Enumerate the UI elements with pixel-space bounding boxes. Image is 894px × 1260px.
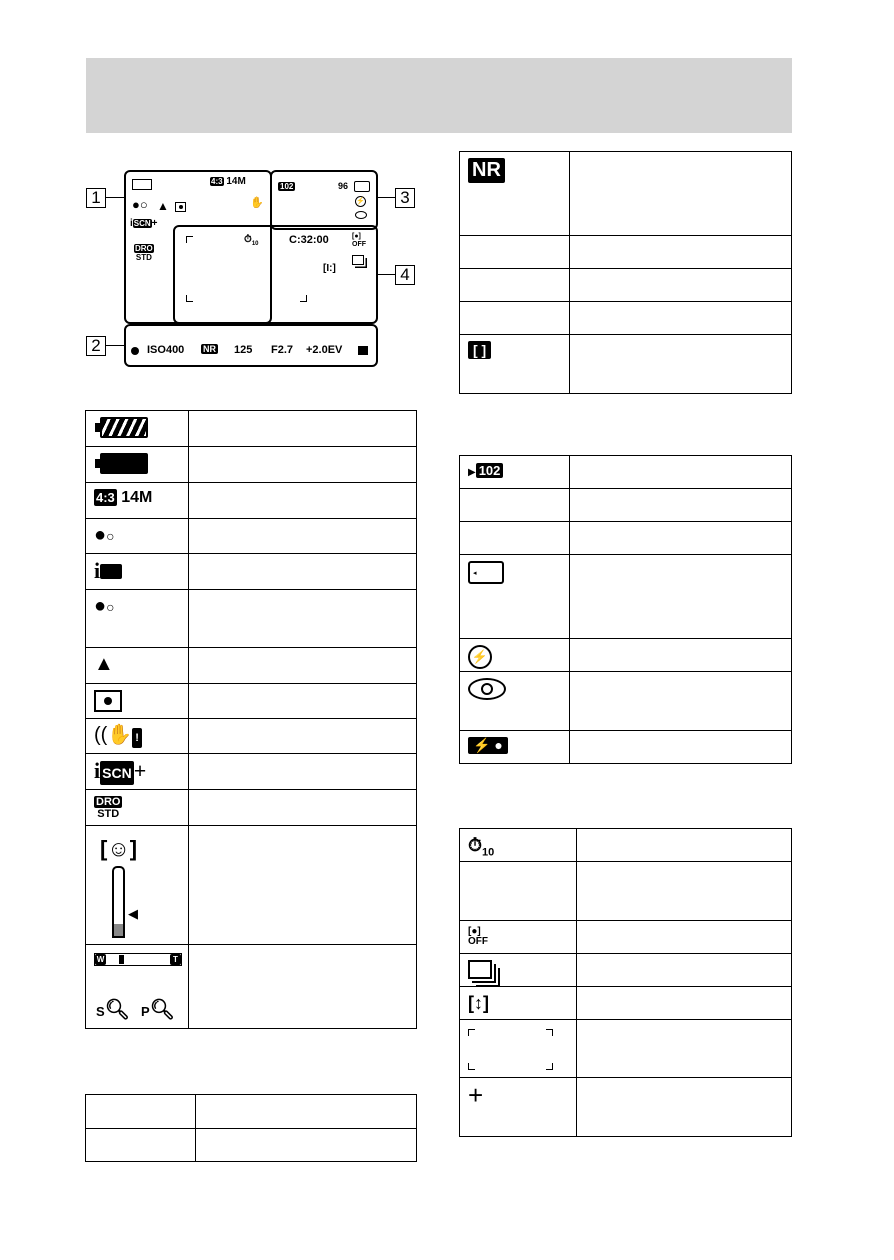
description-cell xyxy=(189,483,417,519)
icon-cell xyxy=(86,826,189,945)
table-row xyxy=(460,236,792,269)
table-row xyxy=(86,411,417,447)
table-row xyxy=(86,554,417,590)
screen-af-corner-br xyxy=(300,295,307,302)
icon-cell xyxy=(86,590,189,648)
screen-landscape-icon: ▲ xyxy=(157,199,169,213)
screen-battery-icon xyxy=(132,179,152,190)
screen-eye-icon xyxy=(355,211,367,219)
table-row xyxy=(460,555,792,639)
table-area-2 xyxy=(85,1094,417,1162)
smile-shutter-icon: [☺] xyxy=(100,836,138,861)
table-row xyxy=(86,945,417,1029)
screen-metering-icon xyxy=(175,202,186,212)
icon-cell xyxy=(86,1129,196,1162)
camera-shake-warning-icon: ((✋ ! xyxy=(94,724,142,746)
table-row xyxy=(86,826,417,945)
screen-timer-icon: $⏱_{10}$ xyxy=(244,234,259,247)
screen-dro-top: DRO xyxy=(135,244,153,253)
table-area-2-continued xyxy=(459,151,792,394)
icon-cell xyxy=(460,489,570,522)
screen-flash-icon: ⚡ xyxy=(356,198,365,205)
memory-card-icon: ◂ xyxy=(468,561,504,584)
description-cell xyxy=(570,152,792,236)
description-cell xyxy=(570,731,792,764)
icon-cell xyxy=(86,411,189,447)
description-cell xyxy=(189,648,417,684)
description-cell xyxy=(577,987,792,1020)
icon-cell xyxy=(460,731,570,764)
table-row xyxy=(86,754,417,790)
table-row xyxy=(460,672,792,731)
description-cell xyxy=(570,456,792,489)
table-row xyxy=(460,862,792,921)
image-size-icon: 4:3 14M xyxy=(96,489,153,506)
screen-exposure: +2.0EV xyxy=(306,344,343,356)
table-row xyxy=(86,648,417,684)
description-cell xyxy=(577,921,792,954)
callout-1: 1 xyxy=(86,188,106,208)
icon-cell xyxy=(86,554,189,590)
description-cell xyxy=(577,1020,792,1078)
icon-cell xyxy=(460,522,570,555)
icon-cell xyxy=(86,519,189,554)
intelligent-auto-icon: i xyxy=(94,558,122,583)
table-row xyxy=(86,1129,417,1162)
table-row xyxy=(86,1095,417,1129)
icon-cell xyxy=(460,639,570,672)
table-row xyxy=(460,639,792,672)
description-cell xyxy=(570,555,792,639)
face-detection-icon: ●○ xyxy=(94,524,115,546)
table-row xyxy=(86,590,417,648)
screen-dro-bottom: STD xyxy=(135,253,152,262)
screen-image-size xyxy=(210,176,246,187)
icon-cell xyxy=(460,1020,577,1078)
self-timer-icon: $⏱_{10}$ xyxy=(468,835,495,859)
description-cell xyxy=(189,754,417,790)
icon-cell xyxy=(460,829,577,862)
screen-aspect-badge: 4:3 xyxy=(211,177,223,186)
description-cell xyxy=(577,862,792,921)
precision-zoom-icon: P🔍︎ xyxy=(141,999,176,1021)
screen-scn-icon: iSCN+ xyxy=(130,218,158,229)
callout-4-leader xyxy=(376,274,395,275)
screen-remaining-count: 96 xyxy=(338,181,349,191)
section-header-bar xyxy=(86,58,792,133)
burst-icon xyxy=(468,960,492,979)
superior-auto-icon: i SCN+ xyxy=(94,758,147,783)
icon-cell xyxy=(460,152,570,236)
landscape-icon: ▲ xyxy=(94,653,114,675)
screen-face-off-icon: [●] OFF xyxy=(352,233,366,248)
nr-icon: NR xyxy=(468,158,505,183)
folder-icon: ▶ xyxy=(468,467,476,478)
table-row xyxy=(460,987,792,1020)
table-row xyxy=(460,335,792,394)
zoom-scale-icon: W T xyxy=(94,953,182,966)
screen-meter-icon xyxy=(358,346,368,355)
icon-cell xyxy=(460,987,577,1020)
icon-cell xyxy=(460,921,577,954)
people-scene-icon: ●○ xyxy=(94,595,115,617)
callout-1-leader xyxy=(106,197,124,198)
screen-iso: ISO400 xyxy=(147,344,185,356)
icon-cell xyxy=(86,684,189,719)
description-cell xyxy=(189,447,417,483)
description-cell xyxy=(189,945,417,1029)
screen-diagram xyxy=(0,0,894,356)
table-row xyxy=(460,456,792,489)
screen-face-icon: ●○ xyxy=(132,197,148,212)
icon-cell xyxy=(460,302,570,335)
icon-cell xyxy=(460,954,577,987)
area-4-frame xyxy=(173,225,378,324)
screen-af-corner-bl xyxy=(186,295,193,302)
screen-aperture: F2.7 xyxy=(271,344,294,356)
icon-cell xyxy=(86,648,189,684)
table-row xyxy=(86,519,417,554)
smart-zoom-icon: S🔍︎ xyxy=(96,999,131,1021)
screen-focus-dot xyxy=(131,347,139,355)
description-cell xyxy=(196,1095,417,1129)
table-row xyxy=(460,522,792,555)
table-row xyxy=(86,684,417,719)
metering-spot-icon xyxy=(94,690,122,712)
icon-cell xyxy=(86,790,189,826)
screen-af-range-icon: [I:] xyxy=(323,263,336,274)
description-cell xyxy=(570,269,792,302)
description-cell xyxy=(189,790,417,826)
callout-2: 2 xyxy=(86,336,106,356)
callout-3: 3 xyxy=(395,188,415,208)
description-cell xyxy=(189,590,417,648)
table-area-4 xyxy=(459,828,792,1137)
screen-burst-icon xyxy=(352,255,364,265)
icon-cell xyxy=(86,1095,196,1129)
description-cell xyxy=(570,672,792,731)
screen-size-text: 14M xyxy=(226,176,246,187)
description-cell xyxy=(570,335,792,394)
screen-recording-time: C:32:00 xyxy=(289,234,329,246)
icon-cell xyxy=(460,862,577,921)
icon-cell xyxy=(460,555,570,639)
description-cell xyxy=(577,954,792,987)
battery-empty-icon xyxy=(100,453,148,474)
screen-card-icon xyxy=(354,181,370,192)
description-cell xyxy=(196,1129,417,1162)
screen-folder-icon: 102 xyxy=(280,182,294,191)
table-row xyxy=(460,302,792,335)
flash-charging-icon: ⚡ ● xyxy=(468,737,508,754)
description-cell xyxy=(189,719,417,754)
screen-af-corner-tl xyxy=(186,236,193,243)
description-cell xyxy=(570,302,792,335)
callout-3-leader xyxy=(376,197,395,198)
face-detection-off-icon: [●] OFF xyxy=(468,926,488,947)
description-cell xyxy=(570,236,792,269)
description-cell xyxy=(577,1078,792,1137)
battery-full-icon xyxy=(100,417,148,438)
table-area-1 xyxy=(85,410,417,1029)
icon-cell xyxy=(86,483,189,519)
description-cell xyxy=(570,489,792,522)
table-row xyxy=(86,790,417,826)
table-row xyxy=(86,447,417,483)
af-range-icon: [↕] xyxy=(468,993,489,1013)
callout-4: 4 xyxy=(395,265,415,285)
smile-level-bar xyxy=(112,866,125,938)
icon-cell xyxy=(460,269,570,302)
screen-nr-badge: NR xyxy=(203,344,216,354)
description-cell xyxy=(189,554,417,590)
icon-cell: ▶ 102 xyxy=(460,456,570,489)
icon-cell xyxy=(460,335,570,394)
table-row xyxy=(460,954,792,987)
icon-cell xyxy=(86,447,189,483)
smile-level-pointer: ◀ xyxy=(128,906,138,921)
description-cell xyxy=(570,522,792,555)
spot-metering-crosshair-icon: + xyxy=(468,1080,484,1110)
table-area-3 xyxy=(459,455,792,764)
dro-icon: DRO STD xyxy=(96,796,121,820)
icon-cell xyxy=(460,236,570,269)
screen-shutter: 125 xyxy=(234,344,253,356)
description-cell xyxy=(189,411,417,447)
icon-cell xyxy=(460,672,570,731)
table-row xyxy=(460,489,792,522)
flash-off-icon: ⚡ xyxy=(468,645,492,669)
table-row xyxy=(460,921,792,954)
af-frame-icon: [ ] xyxy=(468,341,491,359)
table-row xyxy=(86,719,417,754)
screen-dro-icon xyxy=(134,244,154,262)
table-row xyxy=(460,152,792,236)
icon-cell xyxy=(86,719,189,754)
red-eye-icon xyxy=(468,678,506,700)
description-cell xyxy=(570,639,792,672)
description-cell xyxy=(189,519,417,554)
table-row xyxy=(86,483,417,519)
table-row xyxy=(460,1078,792,1137)
description-cell xyxy=(189,684,417,719)
table-row xyxy=(460,731,792,764)
icon-cell xyxy=(460,1078,577,1137)
description-cell xyxy=(189,826,417,945)
description-cell xyxy=(577,829,792,862)
callout-2-leader xyxy=(106,345,124,346)
table-row xyxy=(460,269,792,302)
screen-shake-icon: ✋ xyxy=(250,197,264,209)
icon-cell xyxy=(86,945,189,1029)
table-row xyxy=(460,1020,792,1078)
icon-cell xyxy=(86,754,189,790)
table-row xyxy=(460,829,792,862)
